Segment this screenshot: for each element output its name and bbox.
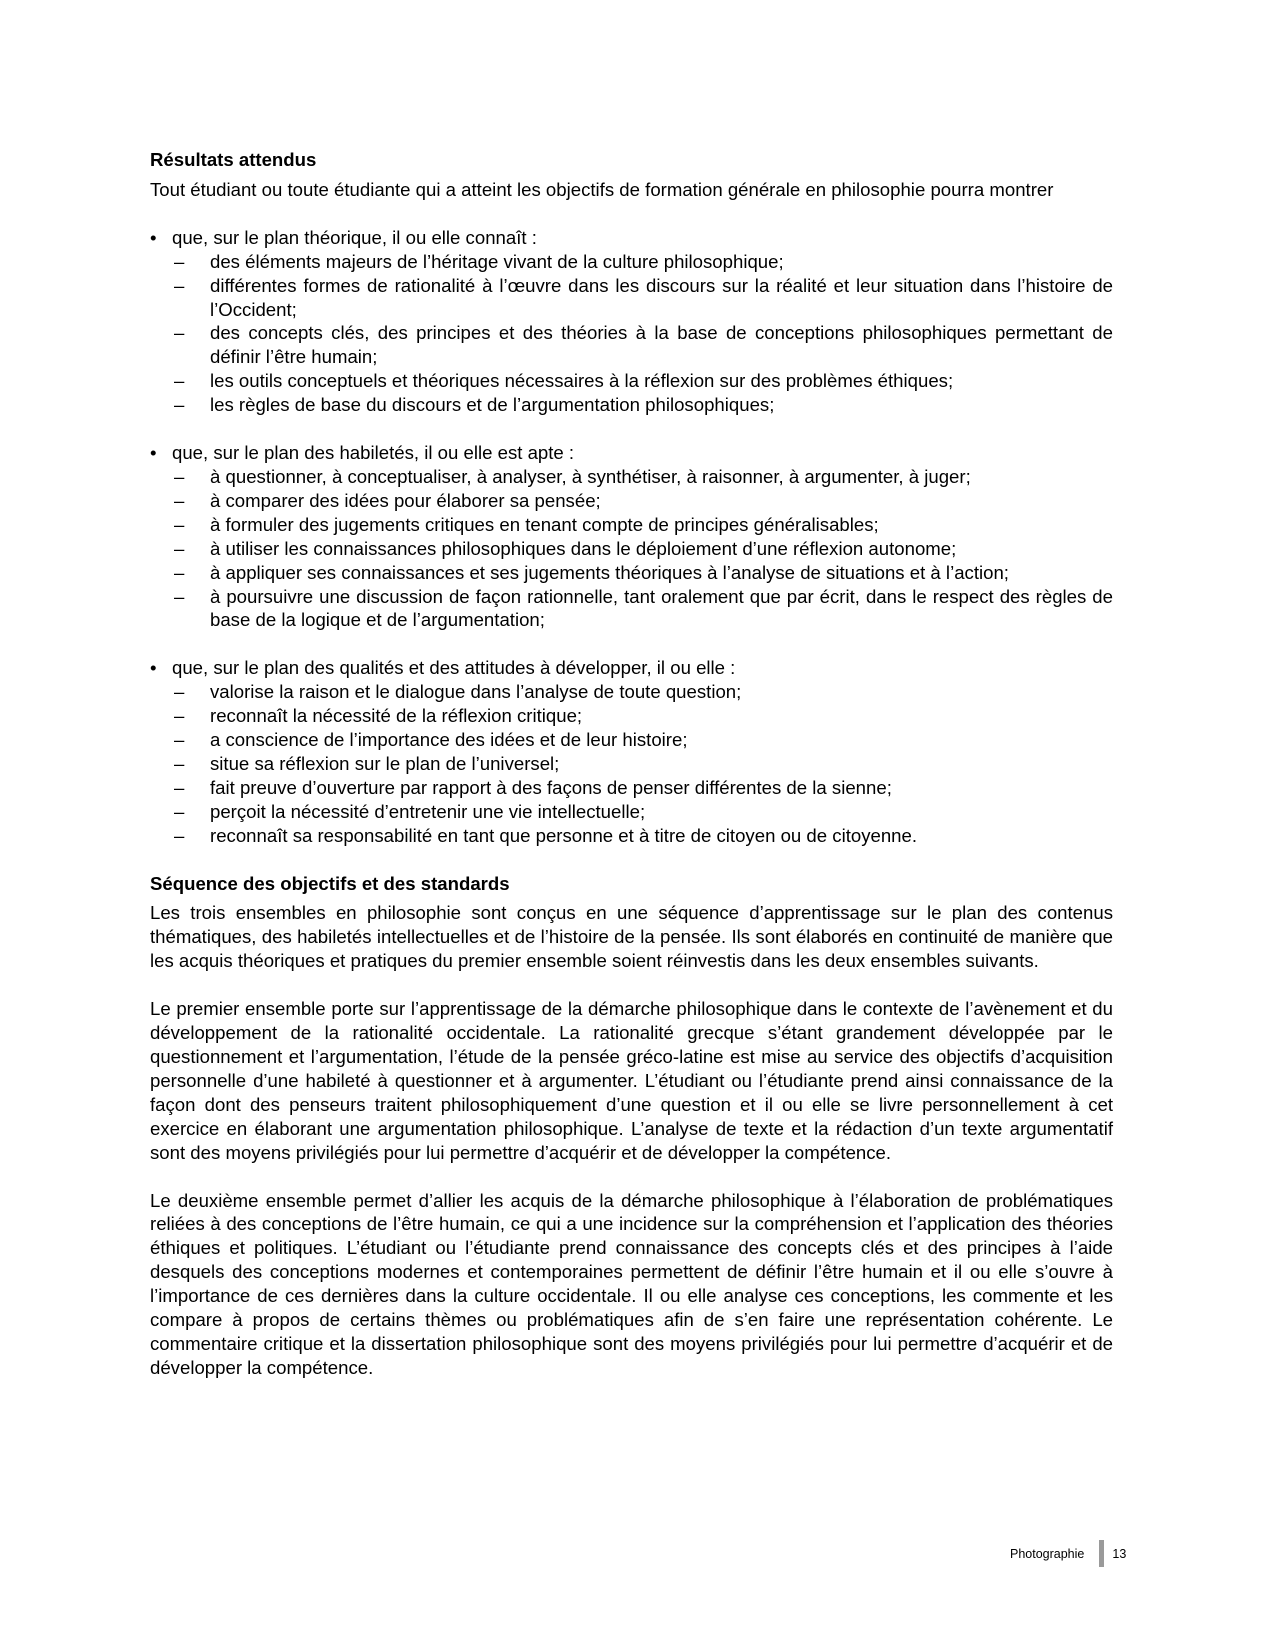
bullet-group-theorique (150, 226, 1113, 417)
footer-label: Photographie (1010, 1546, 1085, 1561)
dash-icon: – (174, 394, 185, 416)
dash-icon: – (174, 250, 185, 272)
footer-divider (1099, 1540, 1104, 1567)
list-item: – à appliquer ses connaissances et ses jugements théoriques à l’analyse de situations et à l’action; (174, 561, 1009, 583)
dash-icon: – (174, 729, 185, 751)
dash-icon: – (174, 489, 185, 511)
dash-icon: – (174, 465, 185, 487)
list-item: – à comparer des idées pour élaborer sa pensée; (174, 489, 601, 511)
bullet-item: • que, sur le plan théorique, il ou elle connaît : (150, 226, 537, 248)
paragraph: Les trois ensembles en philosophie sont conçus en une séquence d’apprentissage sur le plan des contenus thématiques, des habiletés intellectuelles et de l’histoire de la pensée. Ils sont élaborés en continuité de manière que les acquis théoriques et pratiques du premier ensemble soient réinvestis dans les deux ensembles suivants. (150, 902, 1113, 972)
bullet-group-attitudes (150, 656, 1113, 847)
list-item: – perçoit la nécessité d’entretenir une vie intellectuelle; (174, 800, 646, 822)
list-item: – à formuler des jugements critiques en tenant compte de principes généralisables; (174, 513, 879, 535)
dash-icon: – (174, 681, 185, 703)
list-item: – des concepts clés, des principes et des théories à la base de conceptions philosophiques permettant de définir l’être humain; (174, 322, 1113, 368)
intro-paragraph: Tout étudiant ou toute étudiante qui a atteint les objectifs de formation générale en philosophie pourra montrer (150, 178, 1054, 200)
list-item: – reconnaît la nécessité de la réflexion critique; (174, 705, 583, 727)
dash-icon: – (174, 537, 185, 559)
section-heading-resultats: Résultats attendus (150, 149, 317, 170)
section-sequence (150, 872, 1113, 1380)
list-item: – a conscience de l’importance des idées et de leur histoire; (174, 729, 688, 751)
bullet-item: • que, sur le plan des habiletés, il ou elle est apte : (150, 442, 575, 464)
page-number: 13 (1112, 1546, 1127, 1561)
dash-icon: – (174, 752, 185, 774)
list-item: – valorise la raison et le dialogue dans l’analyse de toute question; (174, 681, 742, 703)
list-item: – à utiliser les connaissances philosophiques dans le déploiement d’une réflexion autonome; (174, 537, 957, 559)
list-item: – les règles de base du discours et de l’argumentation philosophiques; (174, 394, 775, 416)
page-footer (1010, 1540, 1126, 1567)
list-item: – à poursuivre une discussion de façon rationnelle, tant oralement que par écrit, dans le respect des règles de base de la logique et de l’argumentation; (174, 585, 1113, 631)
paragraph: Le premier ensemble porte sur l’apprentissage de la démarche philosophique dans le contexte de l’avènement et du développement de la rationalité occidentale. La rationalité grecque s’étant grandement développée par le questionnement et l’argumentation, l’étude de la pensée gréco-latine est mise au service des objectifs d’acquisition personnelle d’une habileté à questionner et à argumenter. L’étudiant ou l’étudiante prend ainsi connaissance de la façon dont des penseurs traitent philosophiquement d’une question et il ou elle se livre personnellement à cet exercice en élaborant une argumentation philosophique. L’analyse de texte et la rédaction d’un texte argumentatif sont des moyens privilégiés pour lui permettre d’acquérir et de développer la compétence. (150, 998, 1113, 1163)
list-item: – fait preuve d’ouverture par rapport à des façons de penser différentes de la sienne; (174, 776, 892, 798)
dash-icon: – (174, 705, 185, 727)
list-item: – les outils conceptuels et théoriques nécessaires à la réflexion sur des problèmes éthiques; (174, 370, 954, 392)
dash-icon: – (174, 561, 185, 583)
dash-icon: – (174, 585, 185, 607)
dash-icon: – (174, 322, 185, 344)
section-heading-sequence: Séquence des objectifs et des standards (150, 872, 510, 894)
dash-icon: – (174, 776, 185, 798)
list-item: – situe sa réflexion sur le plan de l’universel; (174, 752, 560, 774)
bullet-item: • que, sur le plan des qualités et des attitudes à développer, il ou elle : (150, 657, 736, 679)
paragraph: Le deuxième ensemble permet d’allier les acquis de la démarche philosophique à l’élaboration de problématiques reliées à des conceptions de l’être humain, ce qui a une incidence sur la compréhension et l’application des théories éthiques et politiques. L’étudiant ou l’étudiante prend connaissance des concepts clés et des principes à l’aide desquels des conceptions modernes et contemporaines permettent de définir l’être humain et il ou elle s’ouvre à l’importance de ces dernières dans la culture occidentale. Il ou elle analyse ces conceptions, les commente et les compare à propos de certains thèmes ou problématiques afin de s’en faire une représentation cohérente. Le commentaire critique et la dissertation philosophique sont des moyens privilégiés pour lui permettre d’acquérir et de développer la compétence. (150, 1189, 1113, 1378)
dash-icon: – (174, 370, 185, 392)
list-item: – différentes formes de rationalité à l’œuvre dans les discours sur la réalité et leur situation dans l’histoire de l’Occident; (174, 274, 1113, 320)
dash-icon: – (174, 824, 185, 846)
document-page (150, 148, 1113, 1380)
bullet-icon: • (150, 226, 157, 248)
list-item: – reconnaît sa responsabilité en tant que personne et à titre de citoyen ou de citoyenne. (174, 824, 918, 846)
bullet-icon: • (150, 442, 157, 464)
list-item: – à questionner, à conceptualiser, à analyser, à synthétiser, à raisonner, à argumenter, à juger; (174, 465, 971, 487)
bullet-group-habiletes (150, 441, 1113, 632)
dash-icon: – (174, 800, 185, 822)
bullet-icon: • (150, 657, 157, 679)
dash-icon: – (174, 513, 185, 535)
list-item: – des éléments majeurs de l’héritage vivant de la culture philosophique; (174, 250, 784, 272)
dash-icon: – (174, 274, 185, 296)
